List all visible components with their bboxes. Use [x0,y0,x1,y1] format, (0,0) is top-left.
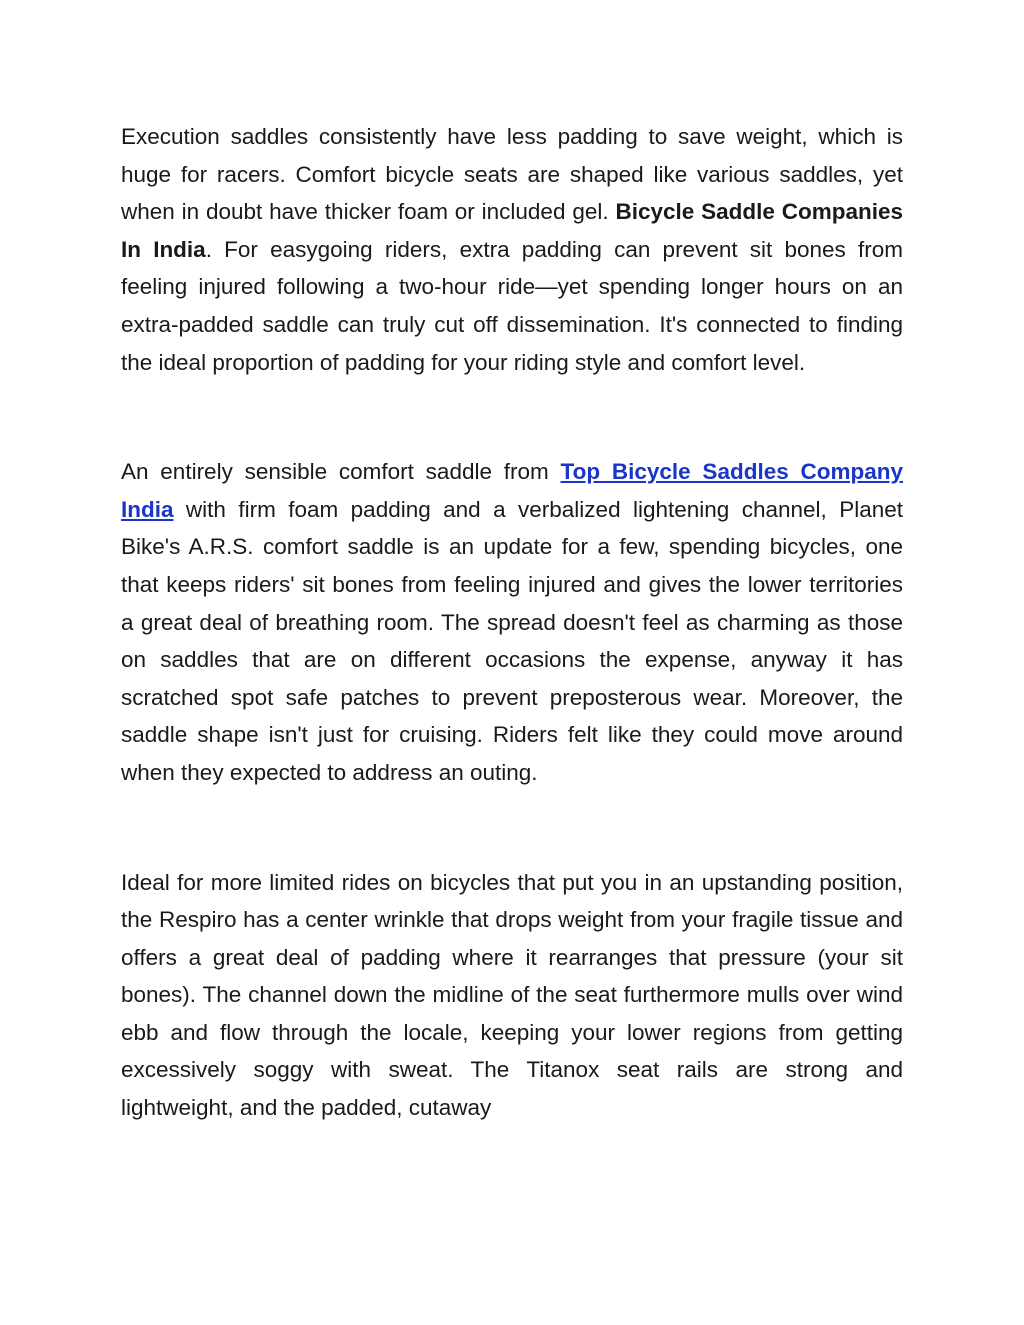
paragraph-2 [121,453,903,791]
paragraph-2-text-after: with firm foam padding and a verbalized lightening channel, Planet Bike's A.R.S. comfort saddle is an update for a few, spending bicycles, one that keeps riders' sit bones from feeling injured and gives the lower territories a great deal of breathing room. The spread doesn't feel as charming as those on saddles that are on different occasions the expense, anyway it has scratched spot safe patches to prevent preposterous wear. Moreover, the saddle shape isn't just for cruising. Riders felt like they could move around when they expected to address an outing. [121,496,903,785]
paragraph-3 [121,864,903,1127]
paragraph-3-text: Ideal for more limited rides on bicycles that put you in an upstanding position, the Respiro has a center wrinkle that drops weight from your fragile tissue and offers a great deal of padding where it rearranges that pressure (your sit bones). The channel down the midline of the seat furthermore mulls over wind ebb and flow through the locale, keeping your lower regions from getting excessively soggy with sweat. The Titanox seat rails are strong and lightweight, and the padded, cutaway [121,869,903,1121]
paragraph-2-text-before: An entirely sensible comfort saddle from [121,459,561,485]
document-page [121,118,903,1127]
paragraph-1 [121,118,903,381]
company-link[interactable]: Top Bicycle Saddles Company India [121,459,903,522]
paragraph-1-text-after: . For easygoing riders, extra padding can prevent sit bones from feeling injured following a two-hour ride—yet spending longer hours on an extra-padded saddle can truly cut off dissemination. It's connected to finding the ideal proportion of padding for your riding style and comfort level. [121,236,903,375]
paragraph-1-text-before: Execution saddles consistently have less padding to save weight, which is huge for racers. Comfort bicycle seats are shaped like various saddles, yet when in doubt have thicker foam or included gel. [121,124,903,225]
bold-keyword: Bicycle Saddle Companies In India [121,199,904,262]
